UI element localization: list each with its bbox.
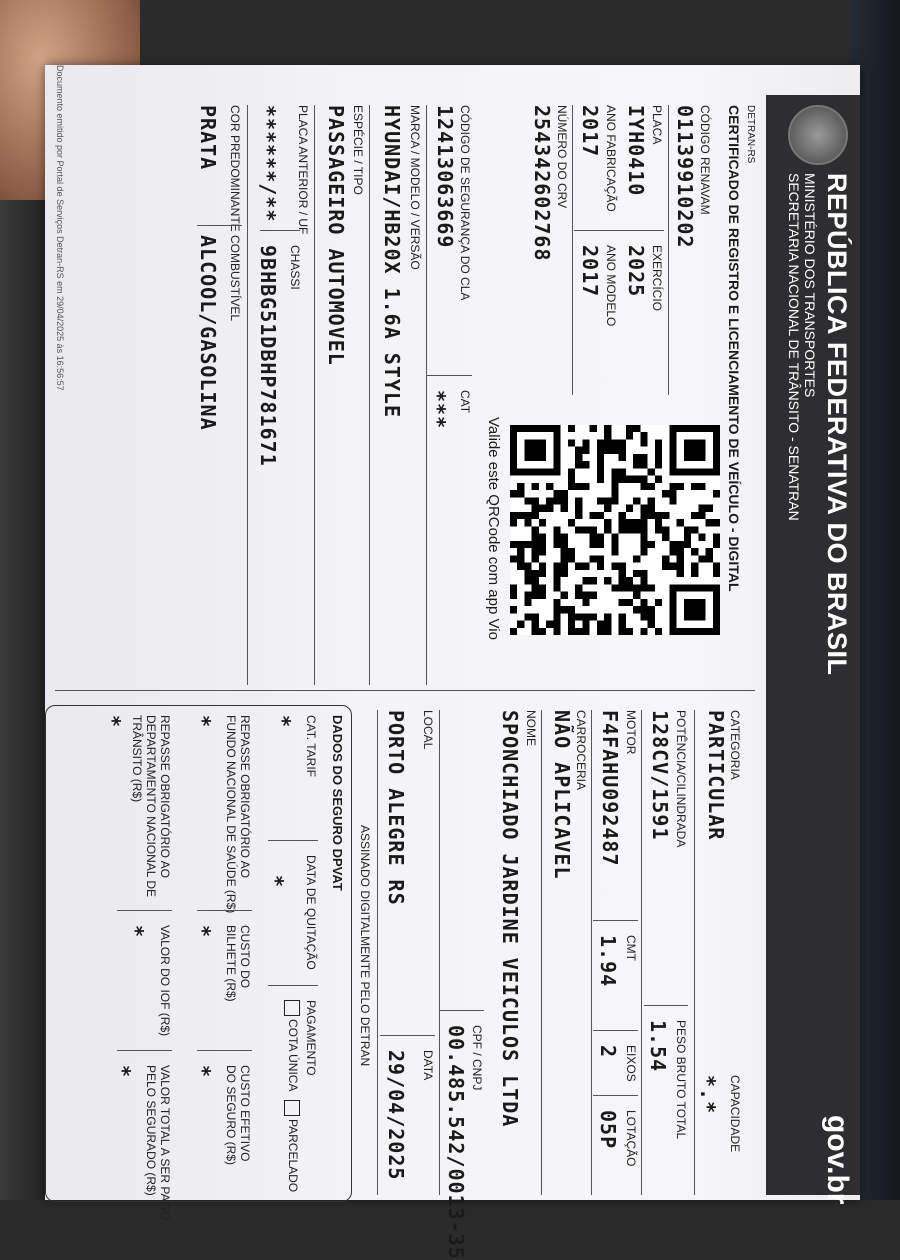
- govbr-logo: gov.br: [821, 1115, 854, 1205]
- capacity-seats-value: 05P: [596, 1110, 620, 1150]
- capacity-value: *.*: [696, 1075, 720, 1115]
- divider: [260, 230, 300, 231]
- dpvat-tariff-category-label: CAT. TARIF: [304, 715, 318, 778]
- divider: [572, 105, 573, 395]
- chassis-value: 9BHBG51DBHP781671: [256, 245, 280, 467]
- divider: [314, 105, 315, 685]
- category-label: CATEGORIA: [728, 710, 742, 780]
- effective-cost-label-1: CUSTO EFETIVO: [238, 1065, 252, 1162]
- divider: [593, 920, 638, 921]
- republic-title: REPÚBLICA FEDERATIVA DO BRASIL: [822, 173, 852, 676]
- dpvat-payment-label: PAGAMENTO: [304, 1000, 318, 1076]
- divider: [668, 105, 669, 395]
- total-label-2: PELO SEGURADO (R$): [144, 1065, 158, 1196]
- divider: [197, 1050, 252, 1051]
- cpf-cnpj-value: 00.485.542/0013-35: [444, 1025, 468, 1260]
- qr-caption: Valide este QRCode com app Vio: [485, 417, 502, 640]
- cla-label: CÓDIGO DE SEGURANÇA DO CLA: [458, 105, 472, 301]
- gross-weight-label: PESO BRUTO TOTAL: [674, 1020, 688, 1140]
- total-label-1: VALOR TOTAL A SER PAGO: [158, 1065, 172, 1221]
- ticket-cost-label-1: CUSTO DO: [238, 925, 252, 989]
- brand-model-value: HYUNDAI/HB20X 1.6A STYLE: [380, 105, 404, 418]
- divider: [694, 710, 695, 1195]
- crv-value: 254342602768: [530, 105, 554, 262]
- installment-checkbox[interactable]: [284, 1100, 300, 1192]
- plate-value: IYH0410: [624, 105, 648, 197]
- renavam-value: 01139910202: [673, 105, 697, 249]
- effective-cost-value: *: [191, 1065, 215, 1079]
- capacity-label: CAPACIDADE: [728, 1075, 742, 1153]
- exercise-value: 2025: [624, 245, 648, 298]
- divider: [426, 105, 427, 685]
- chassis-label: CHASSI: [288, 245, 302, 290]
- validation-qr-code[interactable]: [510, 425, 720, 635]
- divider: [591, 710, 592, 1195]
- body-label: CARROCERIA: [574, 710, 588, 791]
- previous-plate-label: PLACA ANTERIOR / UF: [296, 105, 310, 235]
- fns-label-1: REPASSE OBRIGATÓRIO AO: [238, 715, 252, 878]
- owner-name-label: NOME: [524, 710, 538, 746]
- divider: [644, 1005, 688, 1006]
- cat-value: ***: [426, 390, 450, 430]
- single-payment-label: COTA ÚNICA: [285, 1019, 300, 1092]
- divider: [117, 1050, 172, 1051]
- power-value: 128CV/1591: [648, 710, 672, 841]
- coat-of-arms-icon: [788, 105, 848, 165]
- divider: [268, 985, 318, 986]
- species-value: PASSAGEIRO AUTOMOVEL: [324, 105, 348, 366]
- color-value: PRATA: [196, 105, 220, 171]
- date-label: DATA: [421, 1050, 435, 1081]
- owner-name-value: SPONCHIADO JARDINE VEICULOS LTDA: [498, 710, 522, 1128]
- dpvat-payment-date-label: DATA DE QUITAÇÃO: [304, 855, 318, 970]
- model-year-label: ANO MODELO: [604, 245, 618, 327]
- divider: [541, 710, 542, 1195]
- ticket-cost-label-2: BILHETE (R$): [224, 925, 238, 1002]
- fns-label-2: FUNDO NACIONAL DE SAÚDE (R$): [224, 715, 238, 914]
- divider: [439, 710, 440, 1195]
- digitally-signed-note: ASSINADO DIGITALMENTE PELO DETRAN: [358, 825, 372, 1067]
- capacity-seats-label: LOTAÇÃO: [624, 1110, 638, 1167]
- engine-value: F4FAHU092487: [598, 710, 622, 867]
- category-value: PARTICULAR: [704, 710, 728, 841]
- denatran-label-1: REPASSE OBRIGATÓRIO AO: [158, 715, 172, 878]
- date-value: 29/04/2025: [384, 1050, 408, 1181]
- previous-plate-value: ******/**: [256, 105, 280, 223]
- divider: [593, 1030, 638, 1031]
- denatran-label-2: DEPARTAMENTO NACIONAL DE: [144, 715, 158, 898]
- divider: [377, 710, 378, 1195]
- body-value: NÃO APLICAVEL: [550, 710, 574, 880]
- issuance-footer: Documento emitido por Portal de Serviços Detran-RS em 29/04/2025 às 16:56:57: [55, 65, 65, 391]
- exercise-label: EXERCÍCIO: [650, 245, 664, 312]
- ticket-cost-value: *: [191, 925, 215, 939]
- total-value: *: [111, 1065, 135, 1079]
- divider: [574, 230, 664, 231]
- dpvat-payment-date-value: *: [264, 875, 288, 889]
- divider: [247, 105, 248, 685]
- document-paper: [45, 65, 860, 1260]
- engine-label: MOTOR: [624, 710, 638, 755]
- divider: [380, 1035, 435, 1036]
- section-divider: [55, 690, 755, 691]
- axles-value: 2: [596, 1045, 620, 1059]
- divider: [197, 910, 252, 911]
- checkbox-icon[interactable]: [284, 1000, 300, 1016]
- fns-value: *: [191, 715, 215, 729]
- divider: [440, 1010, 484, 1011]
- brand-model-label: MARCA / MODELO / VERSÃO: [408, 105, 422, 270]
- color-label: COR PREDOMINANTE: [228, 105, 242, 232]
- species-label: ESPÉCIE / TIPO: [351, 105, 365, 195]
- effective-cost-label-2: DO SEGURO (R$): [224, 1065, 238, 1166]
- ministry-title: MINISTÉRIO DOS TRANSPORTES: [802, 173, 818, 398]
- fuel-label: COMBUSTÍVEL: [228, 235, 242, 322]
- power-label: POTÊNCIA/CILINDRADA: [674, 710, 688, 848]
- renavam-label: CÓDIGO RENAVAM: [698, 105, 712, 215]
- manufacture-year-value: 2017: [578, 105, 602, 158]
- cla-value: 12413063669: [433, 105, 457, 249]
- detran-label: DETRAN-RS: [745, 105, 756, 164]
- divider: [641, 710, 642, 1195]
- dpvat-tariff-category-value: *: [271, 715, 295, 729]
- denatran-label-3: TRÂNSITO (R$): [130, 715, 144, 803]
- cat-label: CAT: [458, 390, 472, 414]
- fuel-value: ALCOOL/GASOLINA: [196, 235, 220, 431]
- denatran-value: *: [101, 715, 125, 729]
- divider: [117, 910, 172, 911]
- installment-label: PARCELADO: [285, 1119, 300, 1193]
- divider: [268, 840, 318, 841]
- secretariat-title: SECRETARIA NACIONAL DE TRÂNSITO - SENATRAN: [786, 173, 802, 521]
- certificate-title: CERTIFICADO DE REGISTRO E LICENCIAMENTO DE VEÍCULO - DIGITAL: [726, 105, 742, 592]
- plate-label: PLACA: [650, 105, 664, 145]
- cmt-label: CMT: [624, 935, 638, 961]
- cmt-value: 1.94: [596, 935, 620, 988]
- iof-label: VALOR DO IOF (R$): [158, 925, 172, 1037]
- crv-label: NÚMERO DO CRV: [555, 105, 569, 209]
- model-year-value: 2017: [578, 245, 602, 298]
- divider: [427, 375, 472, 376]
- dpvat-title: DADOS DO SEGURO DPVAT: [330, 715, 345, 891]
- iof-value: *: [124, 925, 148, 939]
- location-value: PORTO ALEGRE RS: [384, 710, 408, 906]
- single-payment-checkbox[interactable]: [284, 1000, 300, 1091]
- divider: [197, 225, 242, 226]
- divider: [593, 1095, 638, 1096]
- gross-weight-value: 1.54: [646, 1020, 670, 1073]
- location-label: LOCAL: [421, 710, 435, 750]
- manufacture-year-label: ANO FABRICAÇÃO: [604, 105, 618, 212]
- checkbox-icon[interactable]: [284, 1100, 300, 1116]
- crlv-document: [45, 65, 860, 1260]
- cpf-cnpj-label: CPF / CNPJ: [470, 1025, 484, 1091]
- axles-label: EIXOS: [624, 1045, 638, 1082]
- divider: [369, 105, 370, 685]
- header-band: [766, 95, 860, 1205]
